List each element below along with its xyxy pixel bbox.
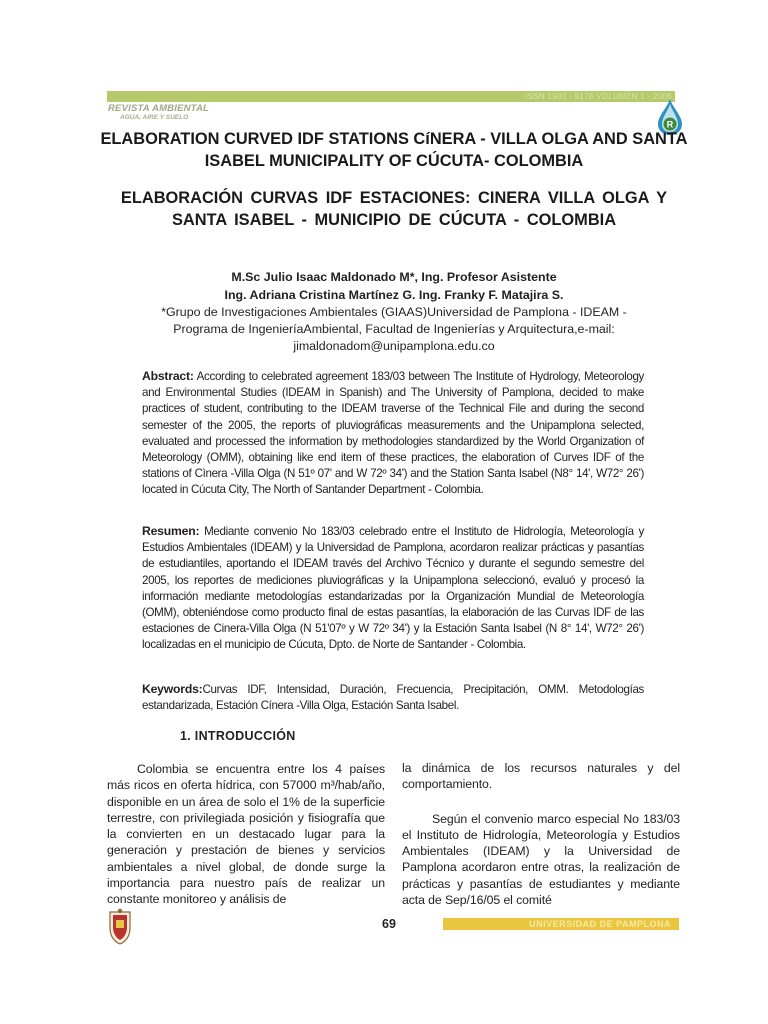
footer-bar bbox=[441, 918, 679, 930]
affiliation-line-1: *Grupo de Investigaciones Ambientales (GIAAS)Universidad de Pamplona - IDEAM - bbox=[161, 305, 627, 319]
body-paragraph: la dinámica de los recursos naturales y del comportamiento. bbox=[402, 761, 680, 792]
body-paragraph: Colombia se encuentra entre los 4 países más ricos en oferta hídrica, con 57000 m³/hab/año, disponible en un área de solo el 1% de la superficie terrestre, con privilegiada posición y fisiografía que la convierten en un destacado lugar para la generación y prestación de bienes y servicios ambientales a nivel global, de donde surge la importancia para nuestro país de realizar un constante monitoreo y análisis de bbox=[107, 762, 385, 907]
resumen-paragraph bbox=[142, 523, 644, 654]
university-seal-icon bbox=[106, 908, 134, 946]
body-column-left bbox=[107, 761, 385, 908]
logo-letter: R bbox=[666, 119, 674, 130]
body-column-right bbox=[402, 760, 680, 908]
affiliation-line-2: Programa de IngenieríaAmbiental, Facultad de Ingenierías y Arquitectura,e-mail: bbox=[173, 322, 615, 336]
abstract-label: Abstract: bbox=[142, 369, 194, 383]
university-name: UNIVERSIDAD DE PAMPLONA bbox=[529, 919, 671, 929]
author-line-2: Ing. Adriana Cristina Martínez G. Ing. Franky F. Matajira S. bbox=[224, 288, 564, 302]
author-email: jimaldonadom@unipamplona.edu.co bbox=[293, 339, 495, 353]
issn-label: ISSN 1900 - 9178 VOLUMEN 1 - 2006 bbox=[525, 92, 672, 101]
author-line-1: M.Sc Julio Isaac Maldonado M*, Ing. Profesor Asistente bbox=[231, 270, 557, 284]
spanish-title: ELABORACIÓN CURVAS IDF ESTACIONES: CINERA VILLA OLGA Y SANTA ISABEL - MUNICIPIO DE CÚCUTA - COLOMBIA bbox=[120, 189, 668, 229]
english-title: ELABORATION CURVED IDF STATIONS CíNERA - VILLA OLGA AND SANTA ISABEL MUNICIPALITY OF CÚCUTA- COLOMBIA bbox=[100, 130, 688, 170]
journal-subtitle: AGUA, AIRE Y SUELO bbox=[120, 114, 189, 121]
keywords-label: Keywords: bbox=[142, 682, 203, 696]
journal-name: REVISTA AMBIENTAL bbox=[108, 103, 210, 114]
body-paragraph: Según el convenio marco especial No 183/03 el Instituto de Hidrología, Meteorología y Estudios Ambientales (IDEAM) y la Universidad de Pamplona acordaron entre otras, la realización de prácticas y pasantías de estudiantes y mediante acta de Sep/16/05 el comité bbox=[402, 811, 680, 908]
abstract-paragraph bbox=[142, 368, 644, 499]
author-block bbox=[110, 268, 678, 355]
keywords-text: Curvas IDF, Intensidad, Duración, Frecuencia, Precipitación, OMM. Metodologías estandarizada, Estación Cínera -Villa Olga, Estación Santa Isabel. bbox=[142, 683, 644, 713]
page-number: 69 bbox=[382, 917, 396, 931]
section-heading: 1. INTRODUCCIÓN bbox=[180, 729, 296, 743]
resumen-label: Resumen: bbox=[142, 524, 200, 538]
abstract-text: According to celebrated agreement 183/03 between The Institute of Hydrology, Meteorology and Environmental Studies (IDEAM in Spanish) and The University of Pamplona, decided to make practices of student, contributing to the IDEAM traverse of the Technical File and during the second semester of the 2005, the reports of pluviográficas measurements and the Unipamplona selected, evaluated and processed the information by methodologies standardized by the World Organization of Meteorology (OMM), obtaining like end item of these practices, the elaboration of Curves IDF of the stations of Cìnera -Villa Olga (N 51º 07' and W 72º 34') and the Station Santa Isabel (N8° 14', W72° 26') located in Cúcuta City, The North of Santander Department - Colombia. bbox=[142, 370, 644, 497]
resumen-text: Mediante convenio No 183/03 celebrado entre el Instituto de Hidrología, Meteorología y Estudios Ambientales (IDEAM) y la Universidad de Pamplona, acordaron realizar prácticas y pasantías de estudiantiles, aportando el IDEAM través del Archivo Técnico y durante el segundo semestre del 2005, los reportes de mediciones pluviográficas y la Unipamplona seleccionó, evaluó y procesó la información mediante metodologías estandarizadas por la Organización Mundial de Meteorología (OMM), obteniéndose como producto final de estas pasantías, la elaboración de las Curvas IDF de las estaciones de Cinera-Villa Olga (N 51'07º y W 72º 34') y la Estación Santa Isabel (N 8° 14', W72° 26') localizadas en el municipio de Cúcuta, Dpto. de Norte de Santander - Colombia. bbox=[142, 525, 644, 652]
keywords-paragraph bbox=[142, 681, 644, 714]
